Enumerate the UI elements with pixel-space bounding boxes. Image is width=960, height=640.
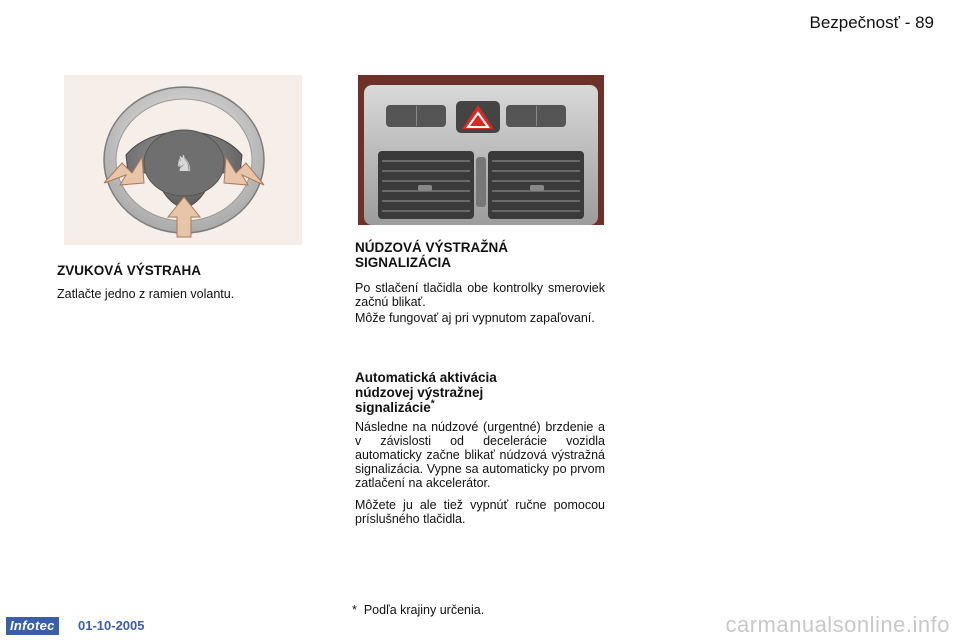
page-header-title: Bezpečnosť - 89 [809,13,934,32]
hazard-heading-line1: NÚDZOVÁ VÝSTRAŽNÁ [355,240,509,255]
footnote [352,603,484,617]
console-graphic [358,75,604,225]
auto-heading-line2: núdzovej výstražnej [355,385,484,400]
auto-heading-asterisk: * [430,398,435,410]
hazard-paragraph-1: Po stlačení tlačidla obe kontrolky smeroviek začnú blikať. [355,281,605,309]
hazard-paragraph-2: Môže fungovať aj pri vypnutom zapaľovaní. [355,311,595,325]
auto-paragraph-2: Môžete ju ale tiež vypnúť ručne pomocou príslušného tlačidla. [355,498,605,526]
infotec-badge: Infotec [6,617,59,635]
auto-heading-line1: Automatická aktivácia [355,370,497,385]
hazard-console-illustration [358,75,604,225]
horn-heading: ZVUKOVÁ VÝSTRAHA [57,263,202,278]
hazard-heading [355,240,595,270]
auto-activation-heading [355,370,595,415]
svg-text:♞: ♞ [174,152,194,177]
horn-text: Zatlačte jedno z ramien volantu. [57,287,235,301]
footnote-mark: * [352,603,357,617]
hazard-heading-line2: SIGNALIZÁCIA [355,255,451,270]
edition-date: 01-10-2005 [78,618,145,633]
footnote-text: Podľa krajiny určenia. [363,603,485,617]
auto-paragraph-1: Následne na núdzové (urgentné) brzdenie a v závislosti od decelerácie vozidla automaticky začne blikať núdzová výstražná signalizácia. Vypne sa automaticky po prvom zatlačení na akcelerátor. [355,420,605,490]
steering-wheel-graphic [64,75,302,245]
site-watermark: carmanualsonline.info [725,612,950,637]
steering-wheel-illustration [64,75,302,245]
auto-heading-line3 [355,400,595,415]
auto-heading-line3-text: signalizácie [355,400,431,415]
